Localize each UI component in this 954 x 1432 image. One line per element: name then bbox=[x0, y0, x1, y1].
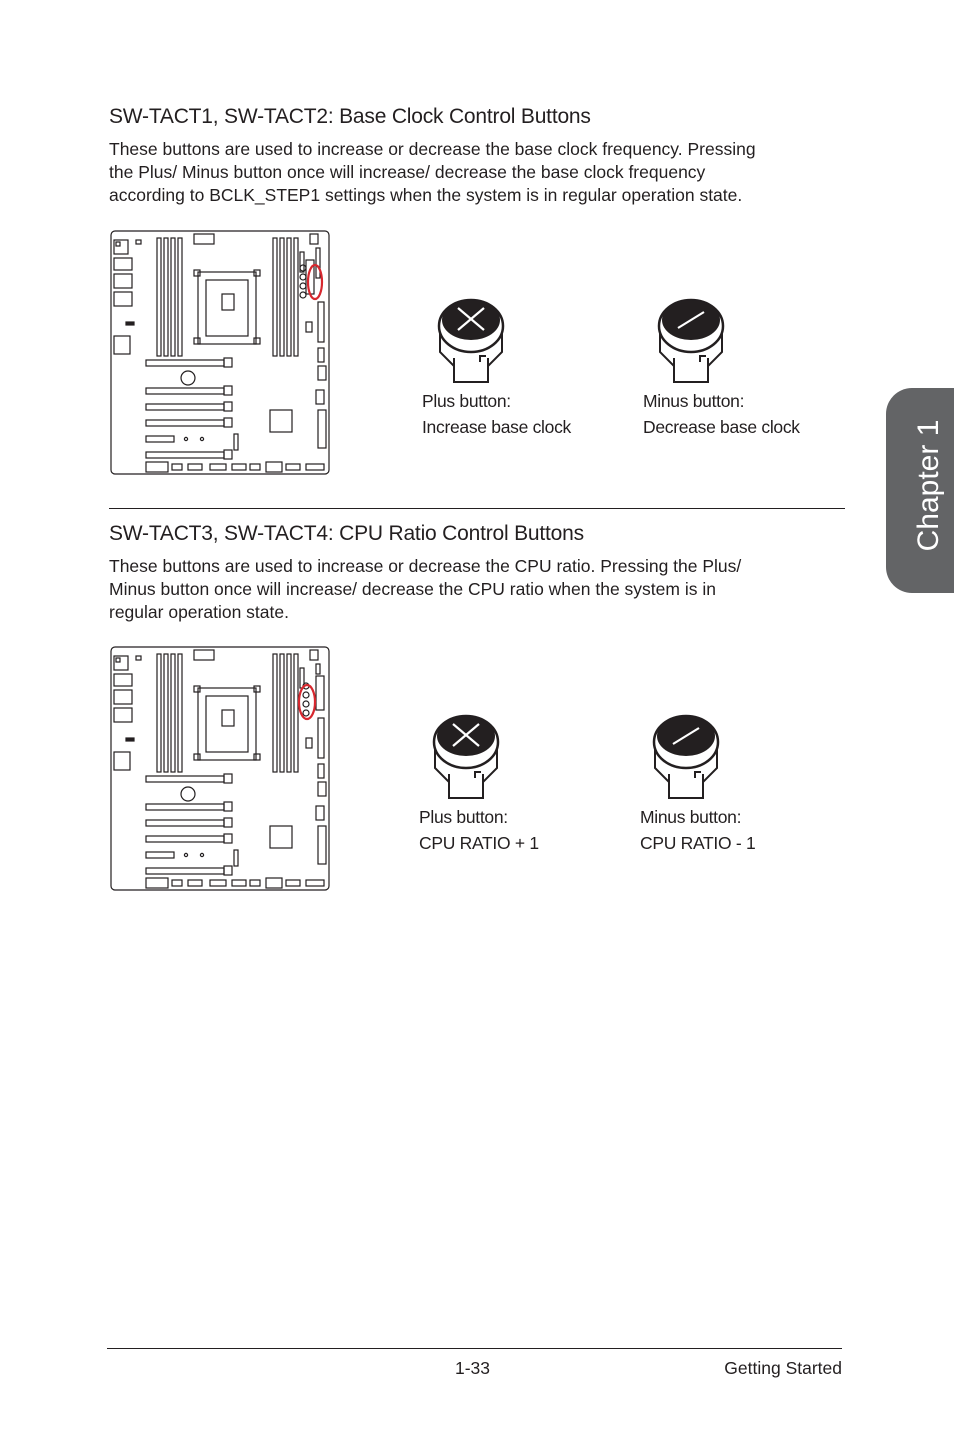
caption-line: Plus button: bbox=[422, 391, 511, 411]
section2-minus-caption bbox=[640, 804, 755, 856]
section1-minus-caption bbox=[643, 388, 800, 440]
motherboard-diagram bbox=[110, 230, 332, 476]
section-divider bbox=[109, 508, 845, 509]
caption-line: CPU RATIO - 1 bbox=[640, 833, 756, 853]
caption-line: CPU RATIO + 1 bbox=[419, 833, 539, 853]
section1-paragraph-line: according to BCLK_STEP1 settings when the system is in regular operation state. bbox=[109, 185, 743, 205]
section2-paragraph-line: Minus button once will increase/ decrease the CPU ratio when the system is in bbox=[109, 579, 716, 599]
section2-paragraph bbox=[109, 555, 839, 624]
section1-paragraph bbox=[109, 138, 839, 207]
section1-paragraph-line: These buttons are used to increase or decrease the base clock frequency. Pressing bbox=[109, 139, 756, 159]
caption-line: Plus button: bbox=[419, 807, 508, 827]
plus-button-icon bbox=[431, 712, 501, 802]
section1-heading: SW-TACT1, SW-TACT2: Base Clock Control Buttons bbox=[109, 105, 591, 128]
section2-plus-caption bbox=[419, 804, 539, 856]
minus-button-icon bbox=[656, 296, 726, 386]
chapter-tab-label: Chapter 1 bbox=[912, 419, 945, 552]
chapter-tab bbox=[886, 388, 954, 593]
plus-button-icon bbox=[436, 296, 506, 386]
caption-line: Decrease base clock bbox=[643, 417, 800, 437]
motherboard-diagram bbox=[110, 646, 332, 892]
footer-section-title: Getting Started bbox=[724, 1358, 842, 1378]
highlight-ellipse bbox=[308, 265, 322, 299]
caption-line: Minus button: bbox=[640, 807, 742, 827]
caption-line: Minus button: bbox=[643, 391, 745, 411]
footer-rule bbox=[107, 1348, 842, 1349]
section1-paragraph-line: the Plus/ Minus button once will increase/ decrease the base clock frequency bbox=[109, 162, 706, 182]
highlight-ellipse bbox=[299, 685, 315, 719]
caption-line: Increase base clock bbox=[422, 417, 571, 437]
section2-paragraph-line: regular operation state. bbox=[109, 602, 289, 622]
page-number: 1-33 bbox=[455, 1358, 491, 1378]
section1-plus-caption bbox=[422, 388, 571, 440]
minus-button-icon bbox=[651, 712, 721, 802]
section2-paragraph-line: These buttons are used to increase or decrease the CPU ratio. Pressing the Plus/ bbox=[109, 556, 742, 576]
section2-heading: SW-TACT3, SW-TACT4: CPU Ratio Control Buttons bbox=[109, 522, 584, 545]
